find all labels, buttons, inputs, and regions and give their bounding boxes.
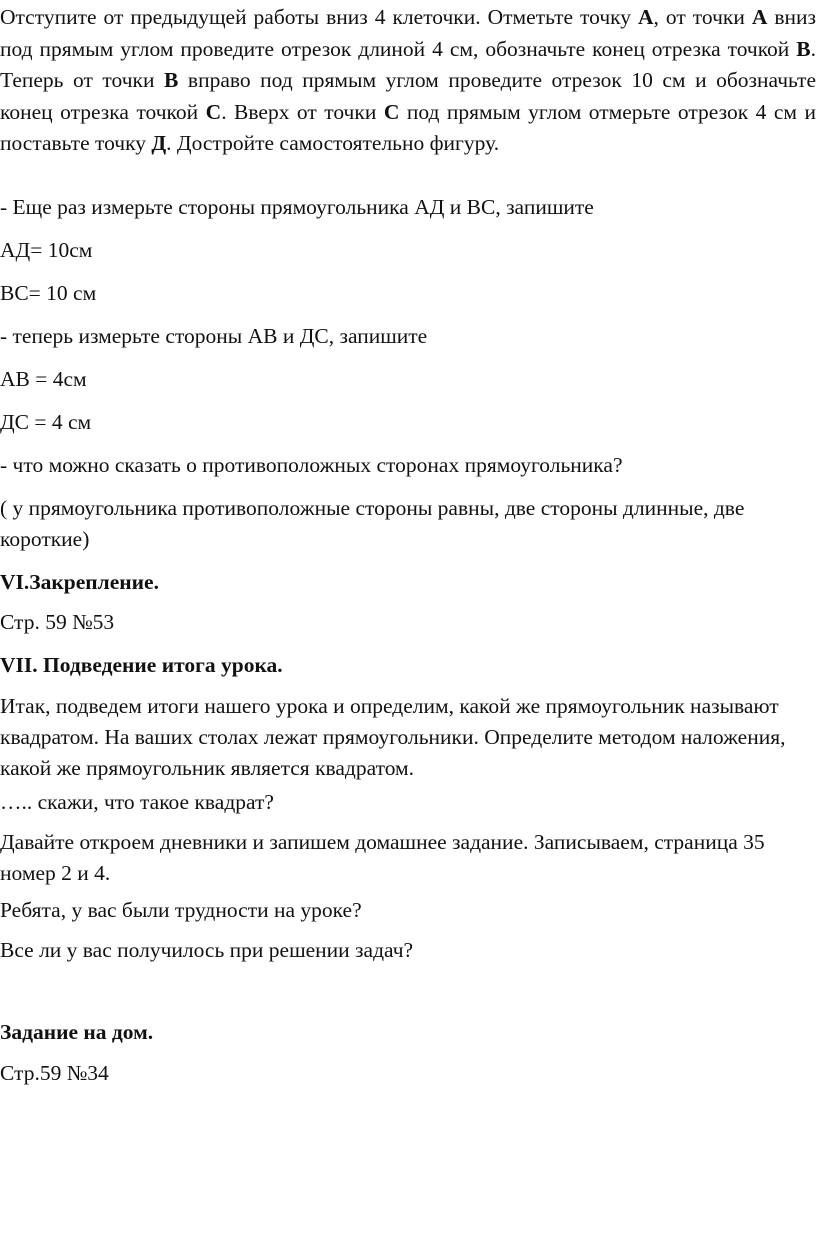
opposite-sides-answer: ( у прямоугольника противоположные стороны равны, две стороны длинные, две короткие) — [0, 496, 745, 551]
homework-title: Задание на дом. — [0, 1020, 154, 1044]
point-c-label: С — [205, 99, 222, 124]
intro-text-3: вниз под прямым углом проведите отрезок длиной 4 см, обозначьте конец отрезка точкой — [0, 5, 816, 61]
intro-text-6: . Вверх от точки — [221, 99, 384, 124]
section-6-title: VI.Закрепление. — [0, 570, 159, 594]
measure-ad-bc-instruction: - Еще раз измерьте стороны прямоугольника АД и ВС, запишите — [0, 195, 594, 219]
point-a-label: А — [751, 5, 768, 29]
section-6-task: Стр. 59 №53 — [0, 610, 115, 634]
success-question: Все ли у вас получилось при решении задач? — [0, 938, 414, 962]
point-d-label: Д — [151, 131, 167, 155]
difficulty-question: Ребята, у вас были трудности на уроке? — [0, 898, 362, 922]
intro-text-4: . Теперь от точки — [0, 36, 816, 92]
point-b-label: В — [164, 68, 179, 92]
point-a-label: А — [638, 5, 654, 29]
bc-value: ВС= 10 см — [0, 281, 97, 305]
intro-paragraph — [0, 2, 816, 160]
intro-text-5: вправо под прямым углом проведите отрезок 10 см и обозначьте конец отрезка точкой — [0, 68, 816, 124]
section-7-title: VII. Подведение итога урока. — [0, 653, 283, 677]
diary-paragraph: Давайте откроем дневники и запишем домашнее задание. Записываем, страница 35 номер 2 и 4. — [0, 830, 765, 885]
intro-text-1: Отступите от предыдущей работы вниз 4 клеточки. Отметьте точку — [0, 5, 639, 29]
intro-text-2: , от точки — [653, 5, 752, 29]
point-b-label: В — [796, 36, 811, 61]
intro-text-8: . Достройте самостоятельно фигуру. — [166, 131, 500, 155]
square-question: ….. скажи, что такое квадрат? — [0, 790, 274, 814]
ab-value: АВ = 4см — [0, 367, 87, 391]
point-c-label: С — [383, 99, 400, 124]
dc-value: ДС = 4 см — [0, 410, 92, 434]
homework-task: Стр.59 №34 — [0, 1061, 109, 1085]
measure-ab-dc-instruction: - теперь измерьте стороны АВ и ДС, запишите — [0, 324, 428, 348]
opposite-sides-question: - что можно сказать о противоположных сторонах прямоугольника? — [0, 453, 623, 477]
summary-paragraph: Итак, подведем итоги нашего урока и определим, какой же прямоугольник называют квадратом. На ваших столах лежат прямоугольники. Определите методом наложения, какой же прямоугольник является квадратом. — [0, 694, 786, 780]
ad-value: АД= 10см — [0, 238, 93, 262]
intro-text-7: под прямым углом отмерьте отрезок 4 см и поставьте точку — [0, 99, 816, 155]
